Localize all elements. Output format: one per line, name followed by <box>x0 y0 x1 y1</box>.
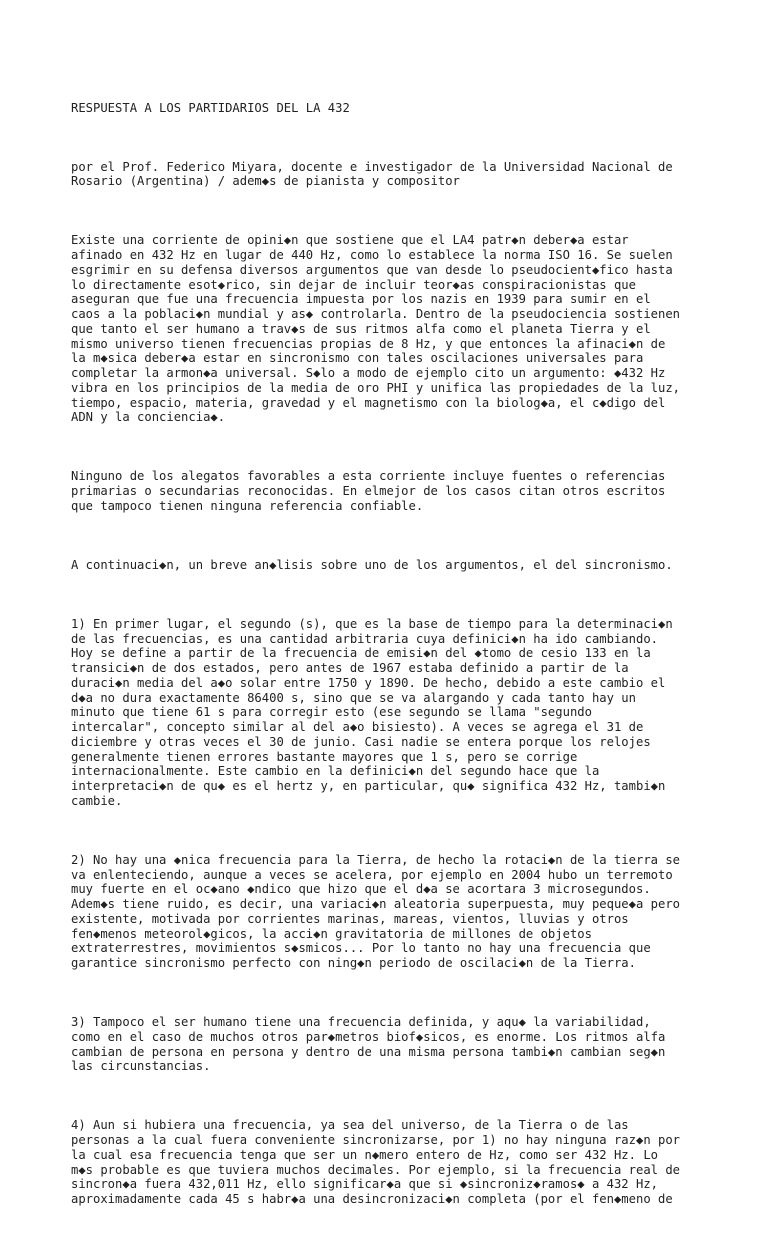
paragraph: Existe una corriente de opini◆n que sostiene que el LA4 patr◆n deber◆a estar afinado en 432 Hz en lugar de 440 Hz, como lo establece la norma ISO 16. Se suelen esgrimir en su defensa diversos argumentos que van desde lo pseudocient◆fico hasta lo directamente esot◆rico, sin dejar de incluir teor◆as conspiracionistas que aseguran que fue una frecuencia impuesta por los nazis en 1939 para sumir en el caos a la poblaci◆n mundial y as◆ controlarla. Dentro de la pseudociencia sostienen que tanto el ser humano a trav◆s de sus ritmos alfa como el planeta Tierra y el mismo universo tienen frecuencias propias de 8 Hz, y que entonces la afinaci◆n de la m◆sica deber◆a estar en sincronismo con tales oscilaciones universales para completar la armon◆a universal. S◆lo a modo de ejemplo cito un argumento: ◆432 Hz vibra en los principios de la media de oro PHI y unifica las propiedades de la luz, tiempo, espacio, materia, gravedad y el magnetismo con la biolog◆a, el c◆digo del ADN y la conciencia◆. <box>71 233 681 425</box>
document-text <box>71 71 711 1251</box>
paragraph: 4) Aun si hubiera una frecuencia, ya sea del universo, de la Tierra o de las personas a la cual fuera conveniente sincronizarse, por 1) no hay ninguna raz◆n por la cual esa frecuencia tenga que ser un n◆mero entero de Hz, como ser 432 Hz. Lo m◆s probable es que tuviera muchos decimales. Por ejemplo, si la frecuencia real de sincron◆a fuera 432,011 Hz, ello significar◆a que si ◆sincroniz◆ramos◆ a 432 Hz, aproximadamente cada 45 s habr◆a una desincronizaci◆n completa (por el fen◆meno de <box>71 1118 681 1206</box>
document-title: RESPUESTA A LOS PARTIDARIOS DEL LA 432 <box>71 100 350 115</box>
paragraph: 2) No hay una ◆nica frecuencia para la Tierra, de hecho la rotaci◆n de la tierra se va enlenteciendo, aunque a veces se acelera, por ejemplo en 2004 hubo un terremoto muy fuerte en el oc◆ano ◆ndico que hizo que el d◆a se acortara 3 microsegundos. Adem◆s tiene ruido, es decir, una variaci◆n aleatoria superpuesta, muy peque◆a pero existente, motivada por corrientes marinas, mareas, vientos, lluvias y otros fen◆menos meteorol◆gicos, la acci◆n gravitatoria de millones de objetos extraterrestres, movimientos s◆smicos... Por lo tanto no hay una frecuencia que garantice sincronismo perfecto con ning◆n periodo de oscilaci◆n de la Tierra. <box>71 852 681 970</box>
paragraph: Ninguno de los alegatos favorables a esta corriente incluye fuentes o referencias primarias o secundarias reconocidas. En elmejor de los casos citan otros escritos que tampoco tienen ninguna referencia confiable. <box>71 469 666 513</box>
paragraph: 3) Tampoco el ser humano tiene una frecuencia definida, y aqu◆ la variabilidad, como en el caso de muchos otros par◆metros biof◆sicos, es enorme. Los ritmos alfa cambian de persona en persona y dentro de una misma persona tambi◆n cambian seg◆n las circunstancias. <box>71 1015 666 1074</box>
document-byline: por el Prof. Federico Miyara, docente e investigador de la Universidad Nacional de Rosario (Argentina) / adem◆s de pianista y compositor <box>71 159 673 189</box>
paragraph: 1) En primer lugar, el segundo (s), que es la base de tiempo para la determinaci◆n de las frecuencias, es una cantidad arbitraria cuya definici◆n ha ido cambiando. Hoy se define a partir de la frecuencia de emisi◆n del ◆tomo de cesio 133 en la transici◆n de dos estados, pero antes de 1967 estaba definido a partir de la duraci◆n media del a◆o solar entre 1750 y 1890. De hecho, debido a este cambio el d◆a no dura exactamente 86400 s, sino que se va alargando y cada tanto hay un minuto que tiene 61 s para corregir esto (ese segundo se llama "segundo intercalar", concepto similar al del a◆o bisiesto). A veces se agrega el 31 de diciembre y otras veces el 30 de junio. Casi nadie se entera porque los relojes generalmente tienen errores bastante mayores que 1 s, pero se corrige internacionalmente. Este cambio en la definici◆n del segundo hace que la interpretaci◆n de qu◆ es el hertz y, en particular, qu◆ significa 432 Hz, tambi◆n cambie. <box>71 616 673 808</box>
paragraph: A continuaci◆n, un breve an◆lisis sobre uno de los argumentos, el del sincronismo. <box>71 557 673 572</box>
